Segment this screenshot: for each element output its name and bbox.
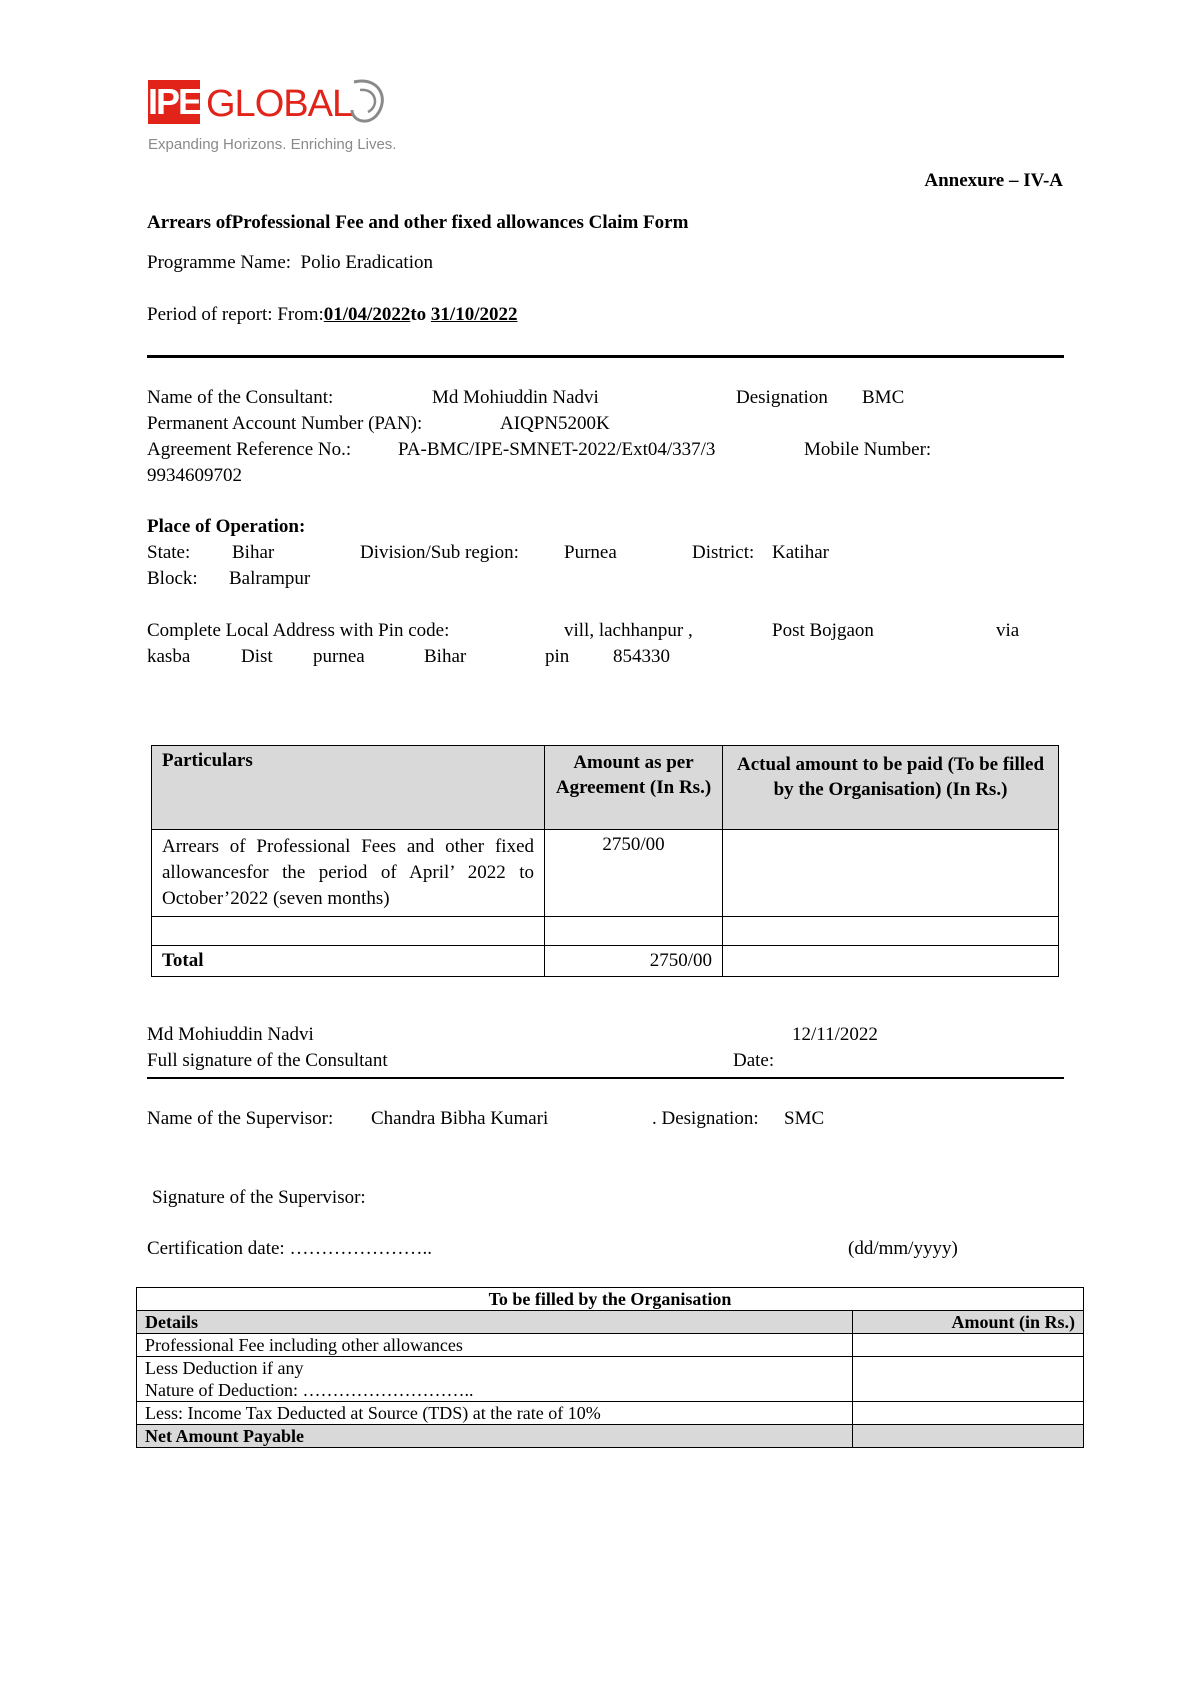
supervisor-name-label: Name of the Supervisor: bbox=[147, 1108, 334, 1129]
division-label: Division/Sub region: bbox=[360, 542, 519, 563]
address-part2: Post Bojgaon bbox=[772, 620, 874, 641]
header-particulars: Particulars bbox=[152, 746, 545, 830]
org-amount-cell[interactable] bbox=[853, 1402, 1084, 1425]
org-amount-cell[interactable] bbox=[853, 1334, 1084, 1357]
block-label: Block: bbox=[147, 568, 198, 589]
address-bihar: Bihar bbox=[424, 646, 467, 667]
period-to: 31/10/2022 bbox=[430, 304, 518, 325]
empty-cell[interactable] bbox=[723, 917, 1059, 946]
row1-actual[interactable] bbox=[723, 830, 1059, 917]
mobile-label: Mobile Number: bbox=[804, 439, 932, 460]
table-row-total bbox=[152, 946, 1059, 977]
programme-value: Polio Eradication bbox=[300, 252, 433, 273]
form-title: Arrears ofProfessional Fee and other fixed allowances Claim Form bbox=[147, 212, 689, 233]
period-from: 01/04/2022 bbox=[323, 304, 411, 325]
signature-date-label: Date: bbox=[733, 1050, 775, 1071]
org-col-amount: Amount (in Rs.) bbox=[853, 1311, 1084, 1334]
table-row bbox=[137, 1402, 1084, 1425]
claim-table bbox=[151, 745, 1059, 977]
address-dist: Dist bbox=[241, 646, 273, 667]
table-row bbox=[137, 1334, 1084, 1357]
supervisor-designation-label: . Designation: bbox=[652, 1108, 759, 1129]
logo-swirl-icon bbox=[346, 76, 390, 126]
logo-ipe: IPE bbox=[148, 81, 201, 122]
state-label: State: bbox=[147, 542, 191, 563]
signature-consultant-name: Md Mohiuddin Nadvi bbox=[147, 1024, 314, 1045]
address-purnea: purnea bbox=[313, 646, 365, 667]
total-actual[interactable] bbox=[723, 946, 1059, 977]
annexure-label: Annexure – IV-A bbox=[924, 170, 1063, 191]
certification-dots[interactable]: ………………….. bbox=[289, 1238, 432, 1259]
total-amount: 2750/00 bbox=[545, 946, 723, 977]
signature-divider bbox=[147, 1077, 1064, 1079]
org-col-details: Details bbox=[137, 1311, 853, 1334]
certification-date-format: (dd/mm/yyyy) bbox=[848, 1238, 958, 1259]
org-row-deduction-nature: Nature of Deduction: ……………………….. bbox=[145, 1380, 474, 1400]
address-label: Complete Local Address with Pin code: bbox=[147, 620, 450, 641]
address-pincode: 854330 bbox=[613, 646, 670, 667]
row1-amount: 2750/00 bbox=[545, 830, 723, 917]
place-heading: Place of Operation: bbox=[147, 516, 306, 537]
certification-line bbox=[147, 1238, 432, 1260]
table-row bbox=[137, 1425, 1084, 1448]
designation-label: Designation bbox=[736, 387, 828, 408]
consultant-name-label: Name of the Consultant: bbox=[147, 387, 334, 408]
logo-global: GLOBAL bbox=[206, 83, 353, 125]
division-value: Purnea bbox=[564, 542, 617, 563]
org-amount-cell[interactable] bbox=[853, 1357, 1084, 1402]
org-row-deduction bbox=[137, 1357, 853, 1402]
signature-date: 12/11/2022 bbox=[792, 1024, 878, 1045]
empty-cell bbox=[152, 917, 545, 946]
org-table-header bbox=[137, 1311, 1084, 1334]
address-part1: vill, lachhanpur , bbox=[564, 620, 693, 641]
consultant-name: Md Mohiuddin Nadvi bbox=[432, 387, 599, 408]
org-row-deduction-label: Less Deduction if any bbox=[145, 1358, 304, 1378]
block-value: Balrampur bbox=[229, 568, 311, 589]
address-part3: via bbox=[996, 620, 1020, 641]
supervisor-designation: SMC bbox=[784, 1108, 825, 1129]
programme-label: Programme Name: bbox=[147, 252, 292, 273]
supervisor-signature-label: Signature of the Supervisor: bbox=[152, 1187, 366, 1208]
organisation-table bbox=[136, 1287, 1084, 1448]
period-to-word: to bbox=[410, 304, 427, 325]
agreement-value: PA-BMC/IPE-SMNET-2022/Ext04/337/3 bbox=[398, 439, 716, 460]
org-table-title: To be filled by the Organisation bbox=[137, 1288, 1084, 1311]
logo-tagline: Expanding Horizons. Enriching Lives. bbox=[148, 136, 397, 153]
header-actual-amount: Actual amount to be paid (To be filled by the Organisation) (In Rs.) bbox=[723, 746, 1059, 830]
certification-label: Certification date: bbox=[147, 1238, 285, 1259]
signature-label: Full signature of the Consultant bbox=[147, 1050, 388, 1071]
empty-cell bbox=[545, 917, 723, 946]
supervisor-name: Chandra Bibha Kumari bbox=[371, 1108, 549, 1129]
org-table-title-row bbox=[137, 1288, 1084, 1311]
row1-particulars: Arrears of Professional Fees and other fixed allowancesfor the period of April’ 2022 to October’2022 (seven months) bbox=[152, 830, 545, 917]
programme-line bbox=[147, 252, 433, 274]
pan-label: Permanent Account Number (PAN): bbox=[147, 413, 423, 434]
total-label: Total bbox=[152, 946, 545, 977]
claim-table-header bbox=[152, 746, 1059, 830]
address-pin-label: pin bbox=[545, 646, 570, 667]
district-label: District: bbox=[692, 542, 755, 563]
state-value: Bihar bbox=[232, 542, 275, 563]
designation-value: BMC bbox=[862, 387, 905, 408]
table-row bbox=[137, 1357, 1084, 1402]
header-amount-agreement: Amount as per Agreement (In Rs.) bbox=[545, 746, 723, 830]
org-row-professional-fee: Professional Fee including other allowances bbox=[137, 1334, 853, 1357]
org-row-net-payable: Net Amount Payable bbox=[137, 1425, 853, 1448]
header-divider bbox=[147, 355, 1064, 358]
org-row-tds: Less: Income Tax Deducted at Source (TDS) at the rate of 10% bbox=[137, 1402, 853, 1425]
address-kasba: kasba bbox=[147, 646, 191, 667]
table-row bbox=[152, 830, 1059, 917]
pan-value: AIQPN5200K bbox=[500, 413, 610, 434]
district-value: Katihar bbox=[772, 542, 829, 563]
period-line bbox=[147, 304, 517, 326]
period-label: Period of report: From: bbox=[147, 304, 324, 325]
mobile-value: 9934609702 bbox=[147, 465, 242, 486]
table-row-empty bbox=[152, 917, 1059, 946]
agreement-label: Agreement Reference No.: bbox=[147, 439, 352, 460]
org-amount-cell[interactable] bbox=[853, 1425, 1084, 1448]
